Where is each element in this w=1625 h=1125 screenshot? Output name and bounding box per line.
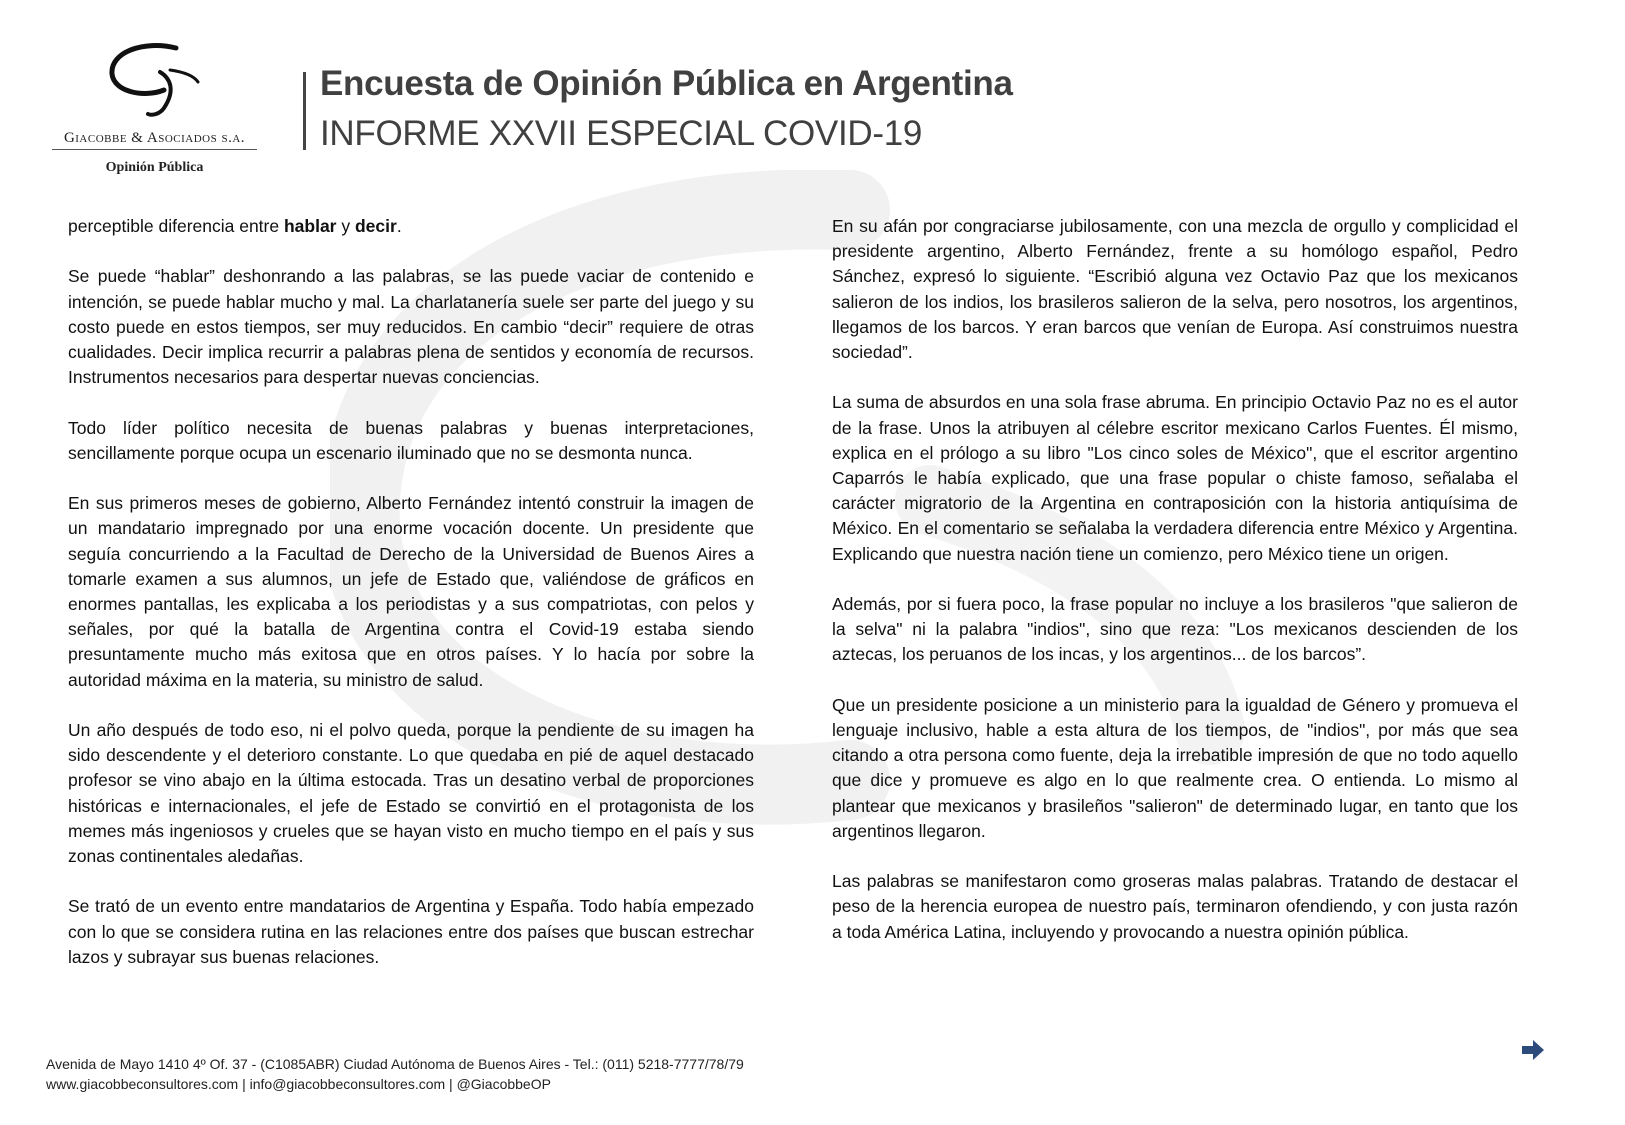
left-paragraph-1 bbox=[68, 214, 754, 239]
right-paragraph-1: En su afán por congraciarse jubilosamente, con una mezcla de orgullo y complicidad el presidente argentino, Alberto Fernández, frente a su homólogo español, Pedro Sánchez, expresó lo siguiente. “Escribió alguna vez Octavio Paz que los mexicanos salieron de los indios, los brasileros salieron de la selva, pero nosotros, los argentinos, llegamos de los barcos. Y eran barcos que venían de Europa. Así construimos nuestra sociedad”. bbox=[832, 216, 1518, 363]
page-footer bbox=[46, 1054, 744, 1094]
logo-subtitle: Opinión Pública bbox=[105, 160, 204, 175]
report-subtitle: INFORME XXVII ESPECIAL COVID-19 bbox=[320, 114, 923, 153]
left-paragraph-3: Todo líder político necesita de buenas palabras y buenas interpretaciones, sencillamente porque ocupa un escenario iluminado que no se desmonta nunca. bbox=[68, 417, 754, 463]
logo-company-name: Giacobbe & Asociados s.a. bbox=[52, 130, 257, 150]
right-paragraph-4: Que un presidente posicione a un ministerio para la igualdad de Género y promueva el lenguaje inclusivo, hable a esta altura de los tiempos, de "indios", por más que sea citando a otra persona como fuente, deja la irrebatible impresión de que no todo aquello que dice y promueve es algo en lo que realmente crea. O entienda. Lo mismo al plantear que mexicanos y brasileños "salieron" de determinado lugar, en tanto que los argentinos llegaron. bbox=[832, 694, 1518, 841]
footer-address: Avenida de Mayo 1410 4º Of. 37 - (C1085ABR) Ciudad Autónoma de Buenos Aires - Tel.: (011) 5218-7777/78/79 bbox=[46, 1056, 744, 1072]
p1-bold-decir: decir bbox=[354, 216, 397, 236]
footer-contact: www.giacobbeconsultores.com | info@giacobbeconsultores.com | @GiacobbeOP bbox=[46, 1076, 551, 1092]
p1-text: perceptible diferencia entre bbox=[68, 216, 284, 236]
giacobbe-logo-icon bbox=[104, 42, 204, 120]
left-column bbox=[68, 214, 754, 995]
report-title: Encuesta de Opinión Pública en Argentina bbox=[320, 64, 1013, 103]
left-paragraph-5: Un año después de todo eso, ni el polvo queda, porque la pendiente de su imagen ha sido descendente y el deterioro constante. Lo que quedaba en pié de aquel destacado profesor se vino abajo en la última estocada. Tras un desatino verbal de proporciones históricas e internacionales, el jefe de Estado se convirtió en el protagonista de los memes más ingeniosos y crueles que se hayan visto en mucho tiempo en el país y sus zonas continentales aledañas. bbox=[68, 720, 754, 867]
left-paragraph-2: Se puede “hablar” deshonrando a las palabras, se las puede vaciar de contenido e intención, se puede hablar mucho y mal. La charlatanería suele ser parte del juego y su costo puede en estos tiempos, ser muy reducidos. En cambio “decir” requiere de otras cualidades. Decir implica recurrir a palabras plena de sentidos y economía de recursos. Instrumentos necesarios para despertar nuevas conciencias. bbox=[68, 266, 754, 388]
right-paragraph-3: Además, por si fuera poco, la frase popular no incluye a los brasileros "que salieron de la selva" ni la palabra "indios", sino que reza: "Los mexicanos descienden de los aztecas, los peruanos de los incas, y los argentinos... de los barcos”. bbox=[832, 594, 1518, 665]
right-paragraph-5: Las palabras se manifestaron como groseras malas palabras. Tratando de destacar el peso de la herencia europea de nuestro país, terminaron ofendiendo, y con justa razón a toda América Latina, incluyendo y provocando a nuestra opinión pública. bbox=[832, 871, 1518, 942]
company-logo bbox=[52, 42, 257, 182]
left-paragraph-4: En sus primeros meses de gobierno, Alberto Fernández intentó construir la imagen de un mandatario impregnado por una enorme vocación docente. Un presidente que seguía concurriendo a la Facultad de Derecho de la Universidad de Buenos Aires a tomarle examen a sus alumnos, un jefe de Estado que, valiéndose de gráficos en enormes pantallas, les explicaba a los periodistas y a sus compatriotas, con pelos y señales, por qué la batalla de Argentina contra el Covid-19 estaba siendo presuntamente mucho más exitosa que en otros países. Y lo hacía por sobre la autoridad máxima en la materia, su ministro de salud. bbox=[68, 493, 754, 690]
p1-mid: y bbox=[336, 216, 355, 236]
p1-bold-hablar: hablar bbox=[283, 216, 337, 236]
right-paragraph-2: La suma de absurdos en una sola frase abruma. En principio Octavio Paz no es el autor de la frase. Unos la atribuyen al célebre escritor mexicano Carlos Fuentes. Él mismo, explica en el prólogo a su libro "Los cinco soles de México", que el escritor argentino Caparrós le había explicado, que una frase popular o chiste famoso, señalaba el carácter migratorio de la Argentina en contraposición con la historia antiquísima de México. En el comentario se señalaba la verdadera diferencia entre México y Argentina. Explicando que nuestra nación tiene un comienzo, pero México tiene un origen. bbox=[832, 392, 1518, 564]
left-paragraph-6: Se trató de un evento entre mandatarios de Argentina y España. Todo había empezado con lo que se considera rutina en las relaciones entre dos países que buscan estrechar lazos y subrayar sus buenas relaciones. bbox=[68, 896, 754, 967]
right-column bbox=[832, 214, 1518, 970]
p1-end: . bbox=[396, 216, 402, 236]
arrow-right-icon[interactable] bbox=[1520, 1038, 1546, 1062]
header-divider bbox=[303, 72, 306, 150]
